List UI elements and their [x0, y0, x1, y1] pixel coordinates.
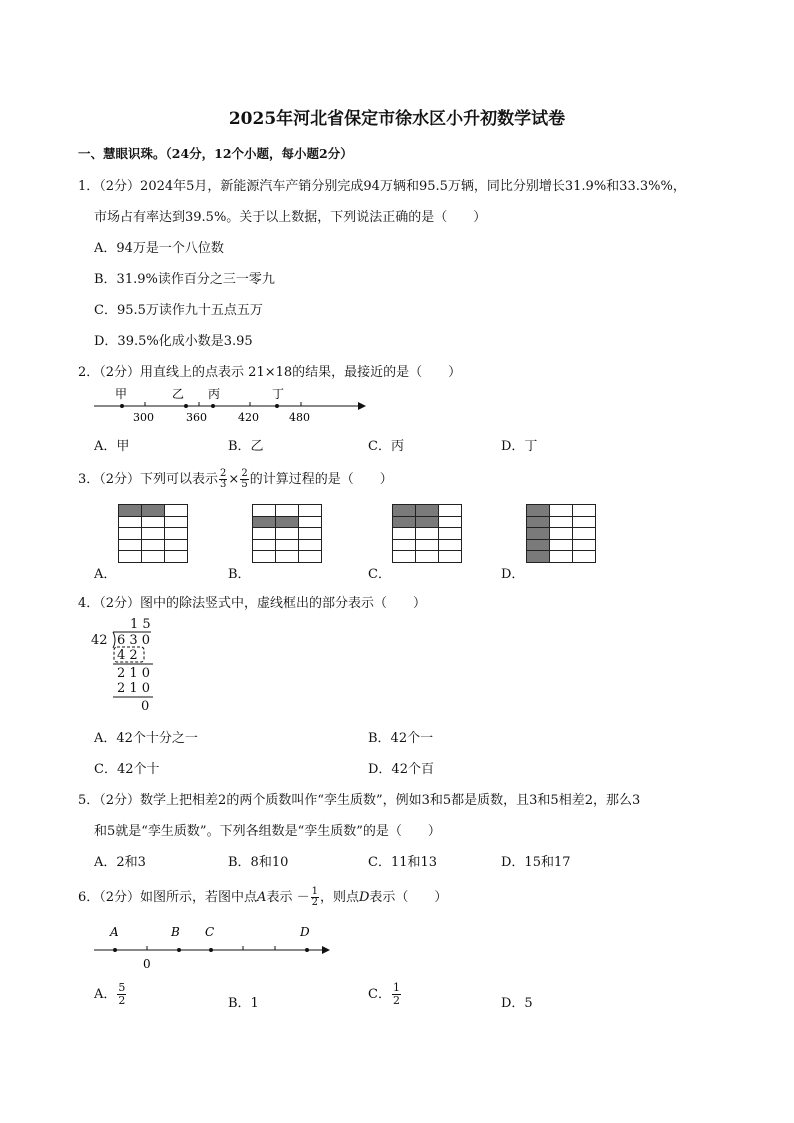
q3-fraction-1-denominator: 3: [220, 479, 227, 490]
q6-prefix: 6．（2分）如图所示，若图中点: [78, 890, 258, 905]
q2-option-c[interactable]: C．丙: [368, 439, 404, 454]
q2-point-bing: [211, 404, 215, 408]
q3-fraction-2-numerator: 2: [241, 468, 248, 479]
q3-option-a-label[interactable]: A．: [94, 567, 117, 582]
q6-option-a-fraction: [117, 982, 126, 1007]
q2-option-b[interactable]: B．乙: [228, 439, 264, 454]
q6-point-a-ref: A: [257, 890, 267, 905]
q2-point-jia: [120, 404, 124, 408]
q2-label-bing: 丙: [208, 387, 221, 401]
q4-dividend: 6 3 0: [117, 633, 151, 648]
q6-point-c: [209, 948, 213, 952]
q6-text: [78, 886, 447, 908]
q4-remainder2: 0: [141, 699, 150, 714]
q6-fraction-denominator: 2: [311, 897, 318, 908]
q6-option-d[interactable]: D．5: [501, 996, 533, 1011]
q6-label-b: B: [171, 925, 180, 939]
q3-option-d-grid[interactable]: [526, 504, 596, 563]
q6-mid2: ，则点: [319, 890, 359, 905]
q2-label-ding: 丁: [272, 387, 285, 401]
q4-option-b[interactable]: B．42个一: [368, 731, 434, 746]
q6-fraction: [311, 887, 319, 908]
q4-remainder1: 2 1 0: [117, 666, 151, 681]
q3-text: [78, 468, 393, 490]
q6-mid: 表示 －: [266, 890, 310, 905]
q2-point-ding: [275, 404, 279, 408]
q4-option-d[interactable]: D．42个百: [368, 762, 434, 777]
q6-number-line: [90, 920, 335, 972]
q1-option-b[interactable]: B．31.9%读作百分之三一零九: [94, 272, 275, 287]
q6-option-b[interactable]: B．1: [228, 996, 259, 1011]
q5-text-line2: 和5就是“孪生质数”。下列各组数是“孪生质数”的是（ ）: [94, 824, 441, 839]
q3-fraction-1-numerator: 2: [220, 468, 227, 479]
q1-option-d[interactable]: D．39.5%化成小数是3.95: [94, 334, 253, 349]
q3-suffix: 的计算过程的是（ ）: [249, 472, 393, 487]
q4-quotient: 1 5: [130, 617, 151, 632]
page-title: 2025年河北省保定市徐水区小升初数学试卷: [228, 109, 566, 129]
q2-tick-300: 300: [133, 411, 154, 424]
q5-option-a[interactable]: A．2和3: [94, 855, 146, 870]
q3-fraction-2: [240, 469, 248, 490]
q3-option-b-label[interactable]: B．: [228, 567, 251, 582]
q6-option-c[interactable]: [368, 982, 402, 1007]
q1-text-line2: 市场占有率达到39.5%。关于以上数据，下列说法正确的是（ ）: [94, 210, 487, 225]
q2-number-line: [90, 384, 370, 428]
q3-option-c-label[interactable]: C．: [368, 567, 391, 582]
q2-label-jia: 甲: [115, 387, 128, 401]
q2-text: 2．（2分）用直线上的点表示 21×18的结果，最接近的是（ ）: [78, 365, 462, 380]
q2-option-d[interactable]: D．丁: [501, 439, 538, 454]
q4-divisor: 42: [91, 633, 108, 648]
q6-label-c: C: [205, 925, 215, 939]
q4-dashed-box: [114, 647, 144, 662]
q6-point-d-ref: D: [358, 890, 370, 905]
q6-option-a-letter: A．: [94, 987, 117, 1002]
q6-label-d: D: [300, 925, 310, 939]
section-heading: 一、慧眼识珠。（24分，12个小题，每小题2分）: [78, 146, 353, 161]
q6-option-a-denominator: 2: [118, 994, 126, 1007]
q5-text-line1: 5．（2分）数学上把相差2的两个质数叫作“孪生质数”，例如3和5都是质数，且3和5相差2，那么3: [78, 793, 641, 808]
q2-tick-360: 360: [186, 411, 207, 424]
q6-label-zero: 0: [143, 957, 151, 971]
q6-option-c-fraction: [392, 982, 401, 1007]
q1-option-a[interactable]: A．94万是一个八位数: [94, 241, 224, 256]
q6-label-a: A: [110, 925, 119, 939]
q6-point-d: [305, 948, 309, 952]
q3-option-d-label[interactable]: D．: [501, 567, 525, 582]
q3-option-a-grid[interactable]: [118, 504, 188, 563]
q1-text-line1: 1．（2分）2024年5月，新能源汽车产销分别完成94万辆和95.5万辆，同比分别增长31.9%和33.3%%，: [78, 179, 686, 194]
q4-text: 4．（2分）图中的除法竖式中，虚线框出的部分表示（ ）: [78, 596, 427, 611]
q4-option-c[interactable]: C．42个十: [94, 762, 160, 777]
q5-option-c[interactable]: C．11和13: [368, 855, 438, 870]
q2-point-yi: [184, 404, 188, 408]
q6-option-a-numerator: 5: [118, 981, 126, 994]
q6-option-c-numerator: 1: [392, 981, 400, 994]
q3-prefix: 3．（2分）下列可以表示: [78, 472, 219, 487]
q3-option-b-grid[interactable]: [252, 504, 322, 563]
q6-point-b: [177, 948, 181, 952]
q2-option-a[interactable]: A．甲: [94, 439, 130, 454]
q3-times-sign: ×: [228, 472, 240, 487]
q6-option-c-denominator: 2: [392, 994, 400, 1007]
q6-suffix: 表示（ ）: [369, 890, 448, 905]
q5-option-b[interactable]: B．8和10: [228, 855, 289, 870]
q6-option-a[interactable]: [94, 982, 127, 1007]
q3-fraction-2-denominator: 5: [241, 479, 248, 490]
q2-tick-420: 420: [238, 411, 259, 424]
q3-option-c-grid[interactable]: [392, 504, 462, 563]
q4-option-a[interactable]: A．42个十分之一: [94, 731, 198, 746]
q4-step2: 2 1 0: [117, 681, 151, 696]
q2-tick-480: 480: [289, 411, 310, 424]
q3-fraction-1: [219, 469, 227, 490]
q6-option-c-letter: C．: [368, 987, 391, 1002]
q4-division-lines: [105, 628, 161, 700]
q4-step1: 4 2: [117, 648, 138, 663]
q6-fraction-numerator: 1: [311, 886, 318, 897]
q6-point-a: [113, 948, 117, 952]
q1-option-c[interactable]: C．95.5万读作九十五点五万: [94, 303, 263, 318]
q2-label-yi: 乙: [172, 387, 185, 401]
q5-option-d[interactable]: D．15和17: [501, 855, 571, 870]
